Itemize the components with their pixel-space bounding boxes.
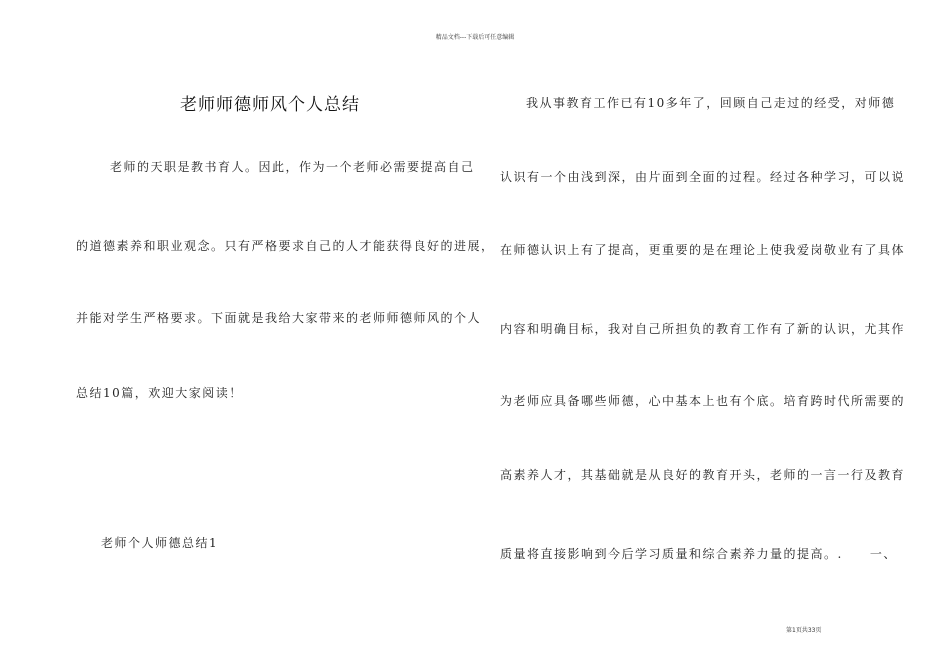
right-paragraph-line-5: 为老师应具备哪些师德，心中基本上也有个底。培育跨时代所需要的 [500,394,906,408]
right-paragraph-line-4: 内容和明确目标，我对自己所担负的教育工作有了新的认识，尤其作 [500,322,906,336]
document-title: 老师师德师风个人总结 [180,95,360,115]
right-paragraph-line-1: 我从事教育工作已有10多年了，回顾自己走过的经受，对师德 [526,96,896,110]
page-number: 第1页共33页 [786,627,822,634]
left-paragraph-line-4: 总结10篇，欢迎大家阅读！ [76,386,243,400]
left-paragraph-line-1: 老师的天职是教书育人。因此，作为一个老师必需要提高自己 [110,160,475,174]
right-paragraph-line-2: 认识有一个由浅到深，由片面到全面的过程。经过各种学习，可以说 [500,170,906,184]
right-paragraph-line-6: 高素养人才，其基础就是从良好的教育开头，老师的一言一行及教育 [500,468,906,482]
right-paragraph-line-7: 质量将直接影响到今后学习质量和综合素养力量的提高。. 一、 [500,547,897,561]
section-heading: 老师个人师德总结1 [101,536,219,550]
right-paragraph-line-3: 在师德认识上有了提高，更重要的是在理论上使我爱岗敬业有了具体 [500,243,906,257]
left-paragraph-line-2: 的道德素养和职业观念。只有严格要求自己的人才能获得良好的进展， [76,239,495,253]
left-paragraph-line-3: 并能对学生严格要求。下面就是我给大家带来的老师师德师风的个人 [76,311,482,325]
document-header-note: 精品文档---下载后可任意编辑 [435,34,515,41]
